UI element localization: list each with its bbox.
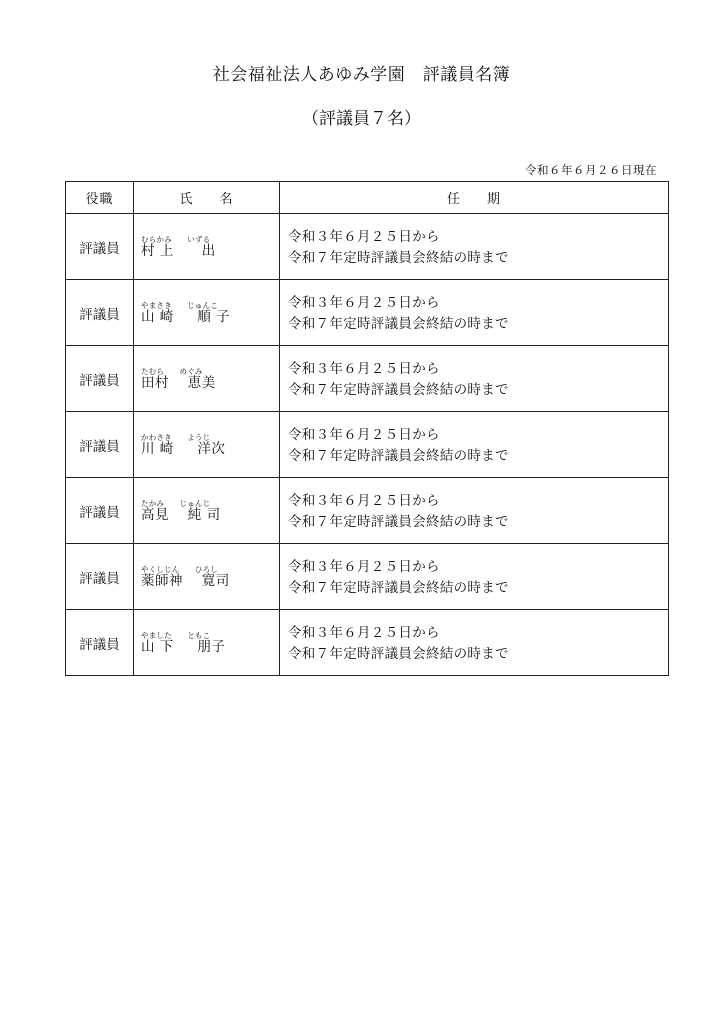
header-name-part2: 名 <box>219 192 234 207</box>
member-name: 川 崎 洋次 <box>141 441 226 457</box>
name-cell <box>134 214 280 280</box>
term-cell <box>280 280 669 346</box>
document-subtitle: （評議員７名） <box>302 109 421 129</box>
name-ruby: たむら めぐみ <box>141 367 203 376</box>
role-cell: 評議員 <box>66 610 134 676</box>
term-cell <box>280 214 669 280</box>
name-cell <box>134 412 280 478</box>
term-end: 令和７年定時評議員会終結の時まで <box>288 646 509 662</box>
name-cell <box>134 544 280 610</box>
name-ruby: やまさき じゅんこ <box>141 301 218 310</box>
term-start: 令和３年６月２５日から <box>288 493 440 509</box>
header-term <box>280 182 669 214</box>
member-name: 薬師神 寛司 <box>141 573 230 589</box>
term-cell <box>280 478 669 544</box>
name-cell <box>134 346 280 412</box>
term-end: 令和７年定時評議員会終結の時まで <box>288 448 509 464</box>
term-end: 令和７年定時評議員会終結の時まで <box>288 250 509 266</box>
term-start: 令和３年６月２５日から <box>288 295 440 311</box>
term-cell <box>280 346 669 412</box>
header-term-part1: 任 <box>446 192 461 207</box>
member-name: 田村 恵美 <box>141 375 216 391</box>
name-cell <box>134 610 280 676</box>
term-cell <box>280 412 669 478</box>
member-name: 高見 純 司 <box>141 507 221 523</box>
term-start: 令和３年６月２５日から <box>288 229 440 245</box>
role-cell: 評議員 <box>66 214 134 280</box>
role-cell: 評議員 <box>66 412 134 478</box>
name-ruby: たかみ じゅんじ <box>141 499 211 508</box>
role-cell: 評議員 <box>66 346 134 412</box>
header-name <box>134 182 280 214</box>
role-cell: 評議員 <box>66 544 134 610</box>
name-ruby: やくしじん ひろし <box>141 565 218 574</box>
name-ruby: やました ともこ <box>141 631 211 640</box>
header-role: 役職 <box>66 182 134 214</box>
term-end: 令和７年定時評議員会終結の時まで <box>288 316 509 332</box>
table-row <box>66 280 669 346</box>
table-row <box>66 412 669 478</box>
as-of-date: 令和６年６月２６日現在 <box>525 163 657 177</box>
member-name: 山 崎 順 子 <box>141 309 231 325</box>
table-row <box>66 346 669 412</box>
member-name: 村 上 出 <box>141 243 216 259</box>
table-row <box>66 544 669 610</box>
document-title: 社会福祉法人あゆみ学園 評議員名簿 <box>212 65 511 85</box>
term-start: 令和３年６月２５日から <box>288 625 440 641</box>
term-cell <box>280 544 669 610</box>
term-end: 令和７年定時評議員会終結の時まで <box>288 514 509 530</box>
table-row <box>66 478 669 544</box>
name-cell <box>134 478 280 544</box>
table-row <box>66 214 669 280</box>
role-cell: 評議員 <box>66 478 134 544</box>
term-start: 令和３年６月２５日から <box>288 559 440 575</box>
table-row <box>66 610 669 676</box>
councilor-roster-table <box>65 181 669 676</box>
name-ruby: むらかみ いずる <box>141 235 211 244</box>
term-start: 令和３年６月２５日から <box>288 361 440 377</box>
term-end: 令和７年定時評議員会終結の時まで <box>288 382 509 398</box>
name-cell <box>134 280 280 346</box>
role-cell: 評議員 <box>66 280 134 346</box>
header-term-part2: 期 <box>487 192 502 207</box>
table-header-row <box>66 182 669 214</box>
term-start: 令和３年６月２５日から <box>288 427 440 443</box>
term-end: 令和７年定時評議員会終結の時まで <box>288 580 509 596</box>
member-name: 山 下 朋子 <box>141 639 226 655</box>
name-ruby: かわさき ようじ <box>141 433 211 442</box>
term-cell <box>280 610 669 676</box>
header-name-part1: 氏 <box>179 192 194 207</box>
